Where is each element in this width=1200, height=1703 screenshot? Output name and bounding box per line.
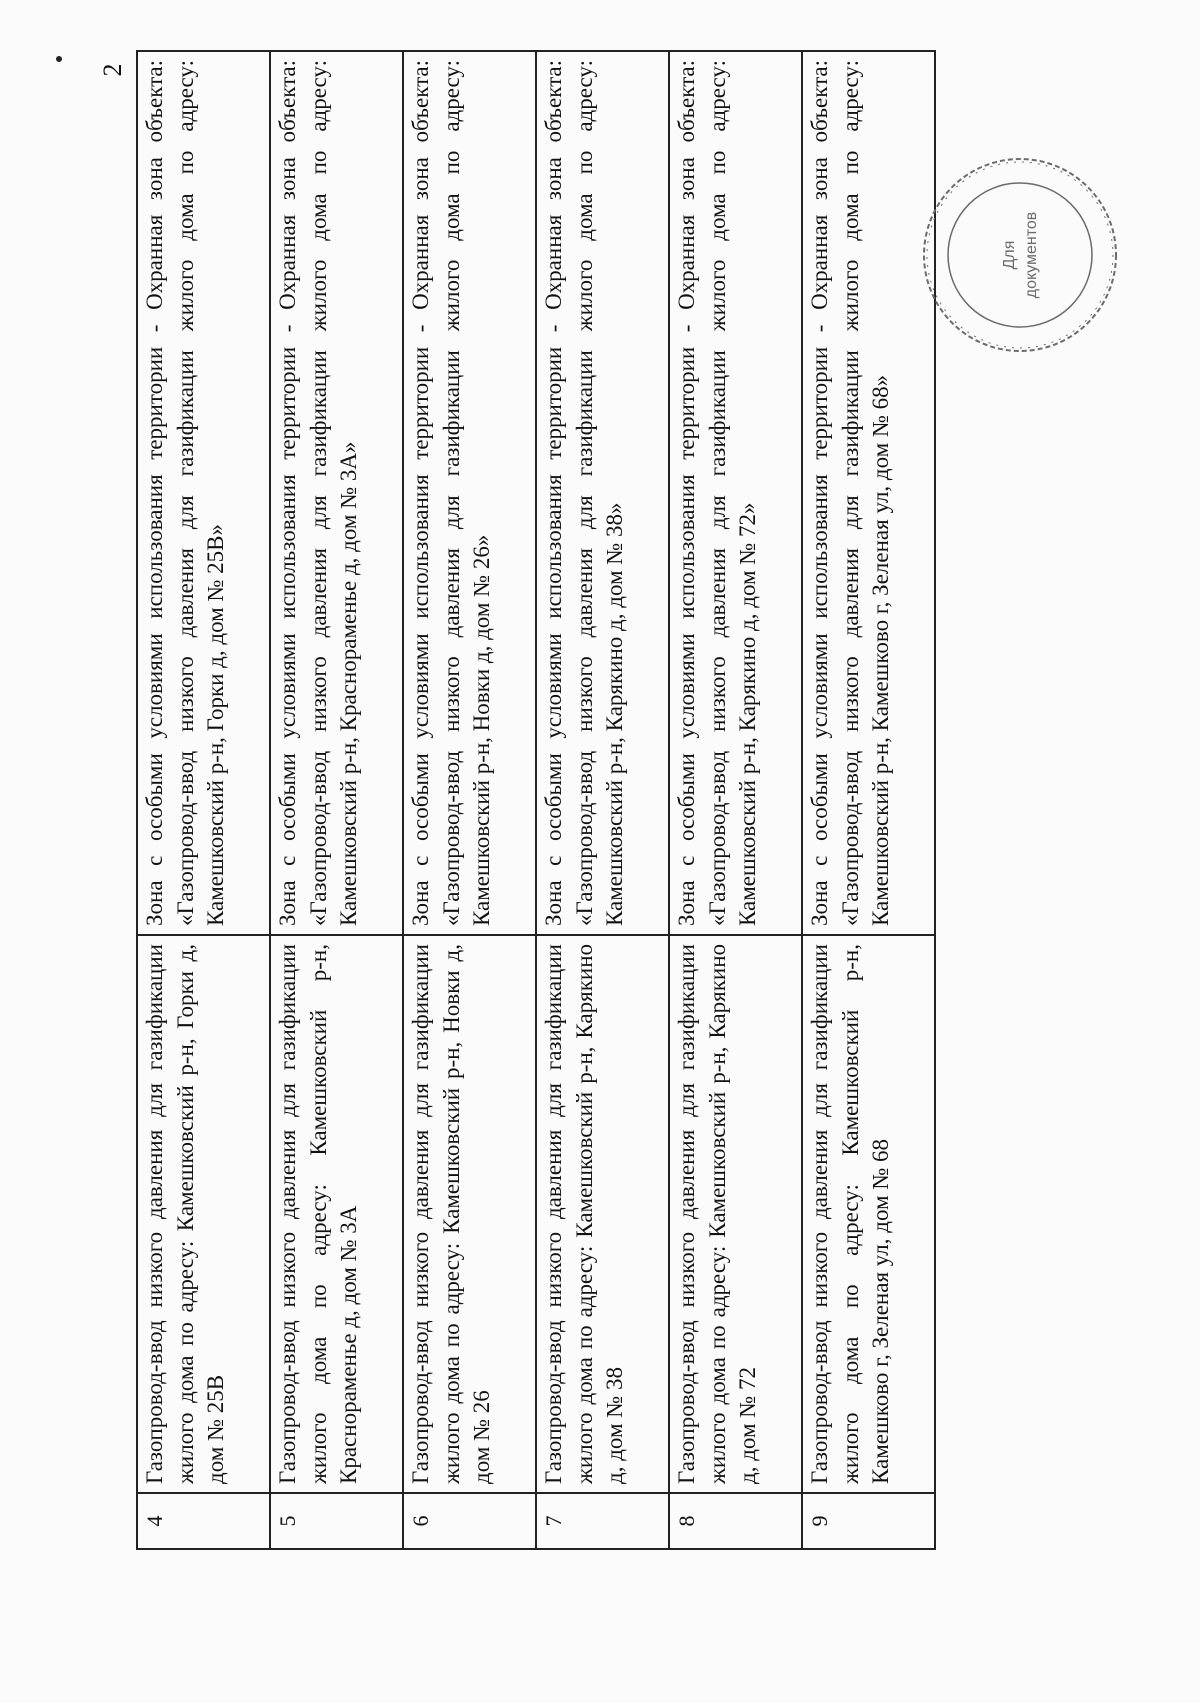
object-name-cell: Газопровод-ввод низкого давления для газификации жилого дома по адресу: Камешковский р-н, Карякино д, дом № 72 bbox=[669, 935, 802, 1493]
seal-stamp-graphic bbox=[924, 159, 1116, 351]
object-name-cell: Газопровод-ввод низкого давления для газификации жилого дома по адресу: Камешковский р-н, Камешково г, Зеленая ул, дом № 68 bbox=[802, 935, 935, 1493]
row-number-cell: 8 bbox=[669, 1493, 802, 1549]
page-number: 2 bbox=[98, 63, 127, 77]
stamp-center-text-1: Для bbox=[1001, 240, 1018, 270]
rotated-sheet bbox=[98, 0, 936, 1550]
object-name-cell: Газопровод-ввод низкого давления для газификации жилого дома по адресу: Камешковский р-н, Новки д, дом № 26 bbox=[403, 935, 536, 1493]
table-row bbox=[270, 51, 403, 1549]
row-number-cell: 4 bbox=[137, 1493, 270, 1549]
zone-description-cell: Зона с особыми условиями использования территории - Охранная зона объекта: «Газопровод-ввод низкого давления для газификации жилого дома по адресу: Камешковский р-н, Карякино д, дом № 38» bbox=[536, 51, 669, 935]
row-number-cell: 6 bbox=[403, 1493, 536, 1549]
zones-table bbox=[136, 50, 936, 1550]
zone-description-cell: Зона с особыми условиями использования территории - Охранная зона объекта: «Газопровод-ввод низкого давления для газификации жилого дома по адресу: Камешковский р-н, Новки д, дом № 26» bbox=[403, 51, 536, 935]
table-row bbox=[802, 51, 935, 1549]
table-row bbox=[137, 51, 270, 1549]
scan-speck bbox=[56, 56, 62, 62]
seal-stamp bbox=[920, 155, 1120, 355]
stamp-center-text-2: документов bbox=[1023, 211, 1040, 299]
zone-description-cell: Зона с особыми условиями использования территории - Охранная зона объекта: «Газопровод-ввод низкого давления для газификации жилого дома по адресу: Камешковский р-н, Карякино д, дом № 72» bbox=[669, 51, 802, 935]
row-number-cell: 5 bbox=[270, 1493, 403, 1549]
row-number-cell: 9 bbox=[802, 1493, 935, 1549]
object-name-cell: Газопровод-ввод низкого давления для газификации жилого дома по адресу: Камешковский р-н, Горки д, дом № 25В bbox=[137, 935, 270, 1493]
zone-description-cell: Зона с особыми условиями использования территории - Охранная зона объекта: «Газопровод-ввод низкого давления для газификации жилого дома по адресу: Камешковский р-н, Горки д, дом № 25В» bbox=[137, 51, 270, 935]
object-name-cell: Газопровод-ввод низкого давления для газификации жилого дома по адресу: Камешковский р-н, Краснораменье д, дом № 3А bbox=[270, 935, 403, 1493]
zone-description-cell: Зона с особыми условиями использования территории - Охранная зона объекта: «Газопровод-ввод низкого давления для газификации жилого дома по адресу: Камешковский р-н, Камешково г, Зеленая ул, дом № 68» bbox=[802, 51, 935, 935]
table-row bbox=[536, 51, 669, 1549]
zone-description-cell: Зона с особыми условиями использования территории - Охранная зона объекта: «Газопровод-ввод низкого давления для газификации жилого дома по адресу: Камешковский р-н, Краснораменье д, дом № 3А» bbox=[270, 51, 403, 935]
table-row bbox=[669, 51, 802, 1549]
row-number-cell: 7 bbox=[536, 1493, 669, 1549]
table-row bbox=[403, 51, 536, 1549]
object-name-cell: Газопровод-ввод низкого давления для газификации жилого дома по адресу: Камешковский р-н, Карякино д, дом № 38 bbox=[536, 935, 669, 1493]
